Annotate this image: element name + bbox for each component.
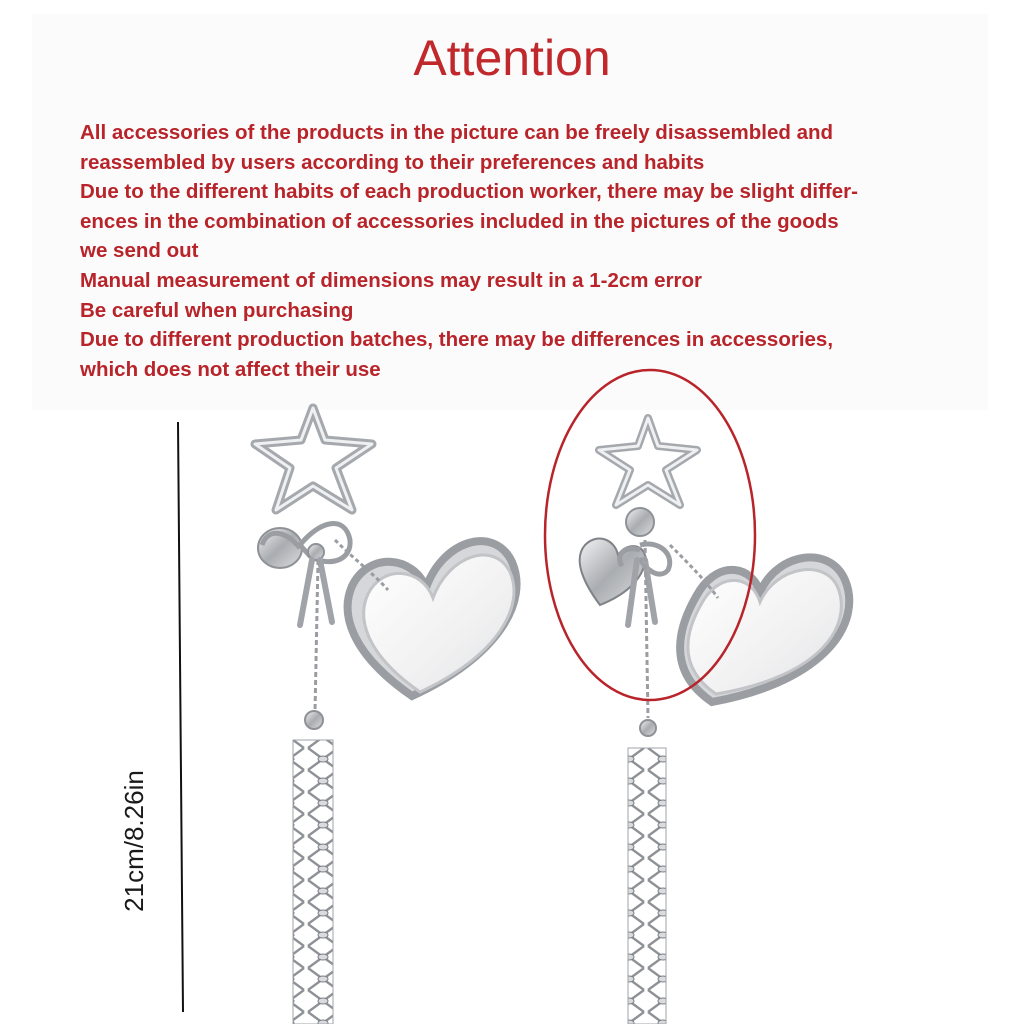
notice-line: we send out — [80, 239, 199, 263]
notice-line: ences in the combination of accessories included in the pictures of the goods — [80, 209, 839, 233]
star-clasp-icon — [599, 418, 697, 505]
notice-line: reassembled by users according to their preferences and habits — [80, 150, 705, 174]
notice-line: Manual measurement of dimensions may result in a 1-2cm error — [80, 268, 703, 292]
notice-title: Attention — [413, 30, 611, 86]
notice-line: which does not affect their use — [80, 357, 381, 381]
notice-line: All accessories of the products in the picture can be freely disassembled and — [80, 121, 834, 144]
measurement-line — [178, 422, 183, 1012]
left-keychain — [255, 408, 525, 1024]
dimension-label: 21cm/8.26in — [119, 770, 149, 912]
star-clasp-icon — [255, 408, 372, 510]
notice-line: Due to different production batches, there may be differences in accessories, — [80, 328, 834, 352]
notice-line: Due to the different habits of each production worker, there may be slight differ- — [80, 180, 858, 204]
right-keychain — [545, 370, 849, 1024]
bow-charm-icon — [258, 524, 350, 625]
notice-line: Be careful when purchasing — [80, 298, 354, 322]
heart-locket-icon — [680, 557, 849, 702]
heart-locket-icon — [348, 541, 525, 698]
